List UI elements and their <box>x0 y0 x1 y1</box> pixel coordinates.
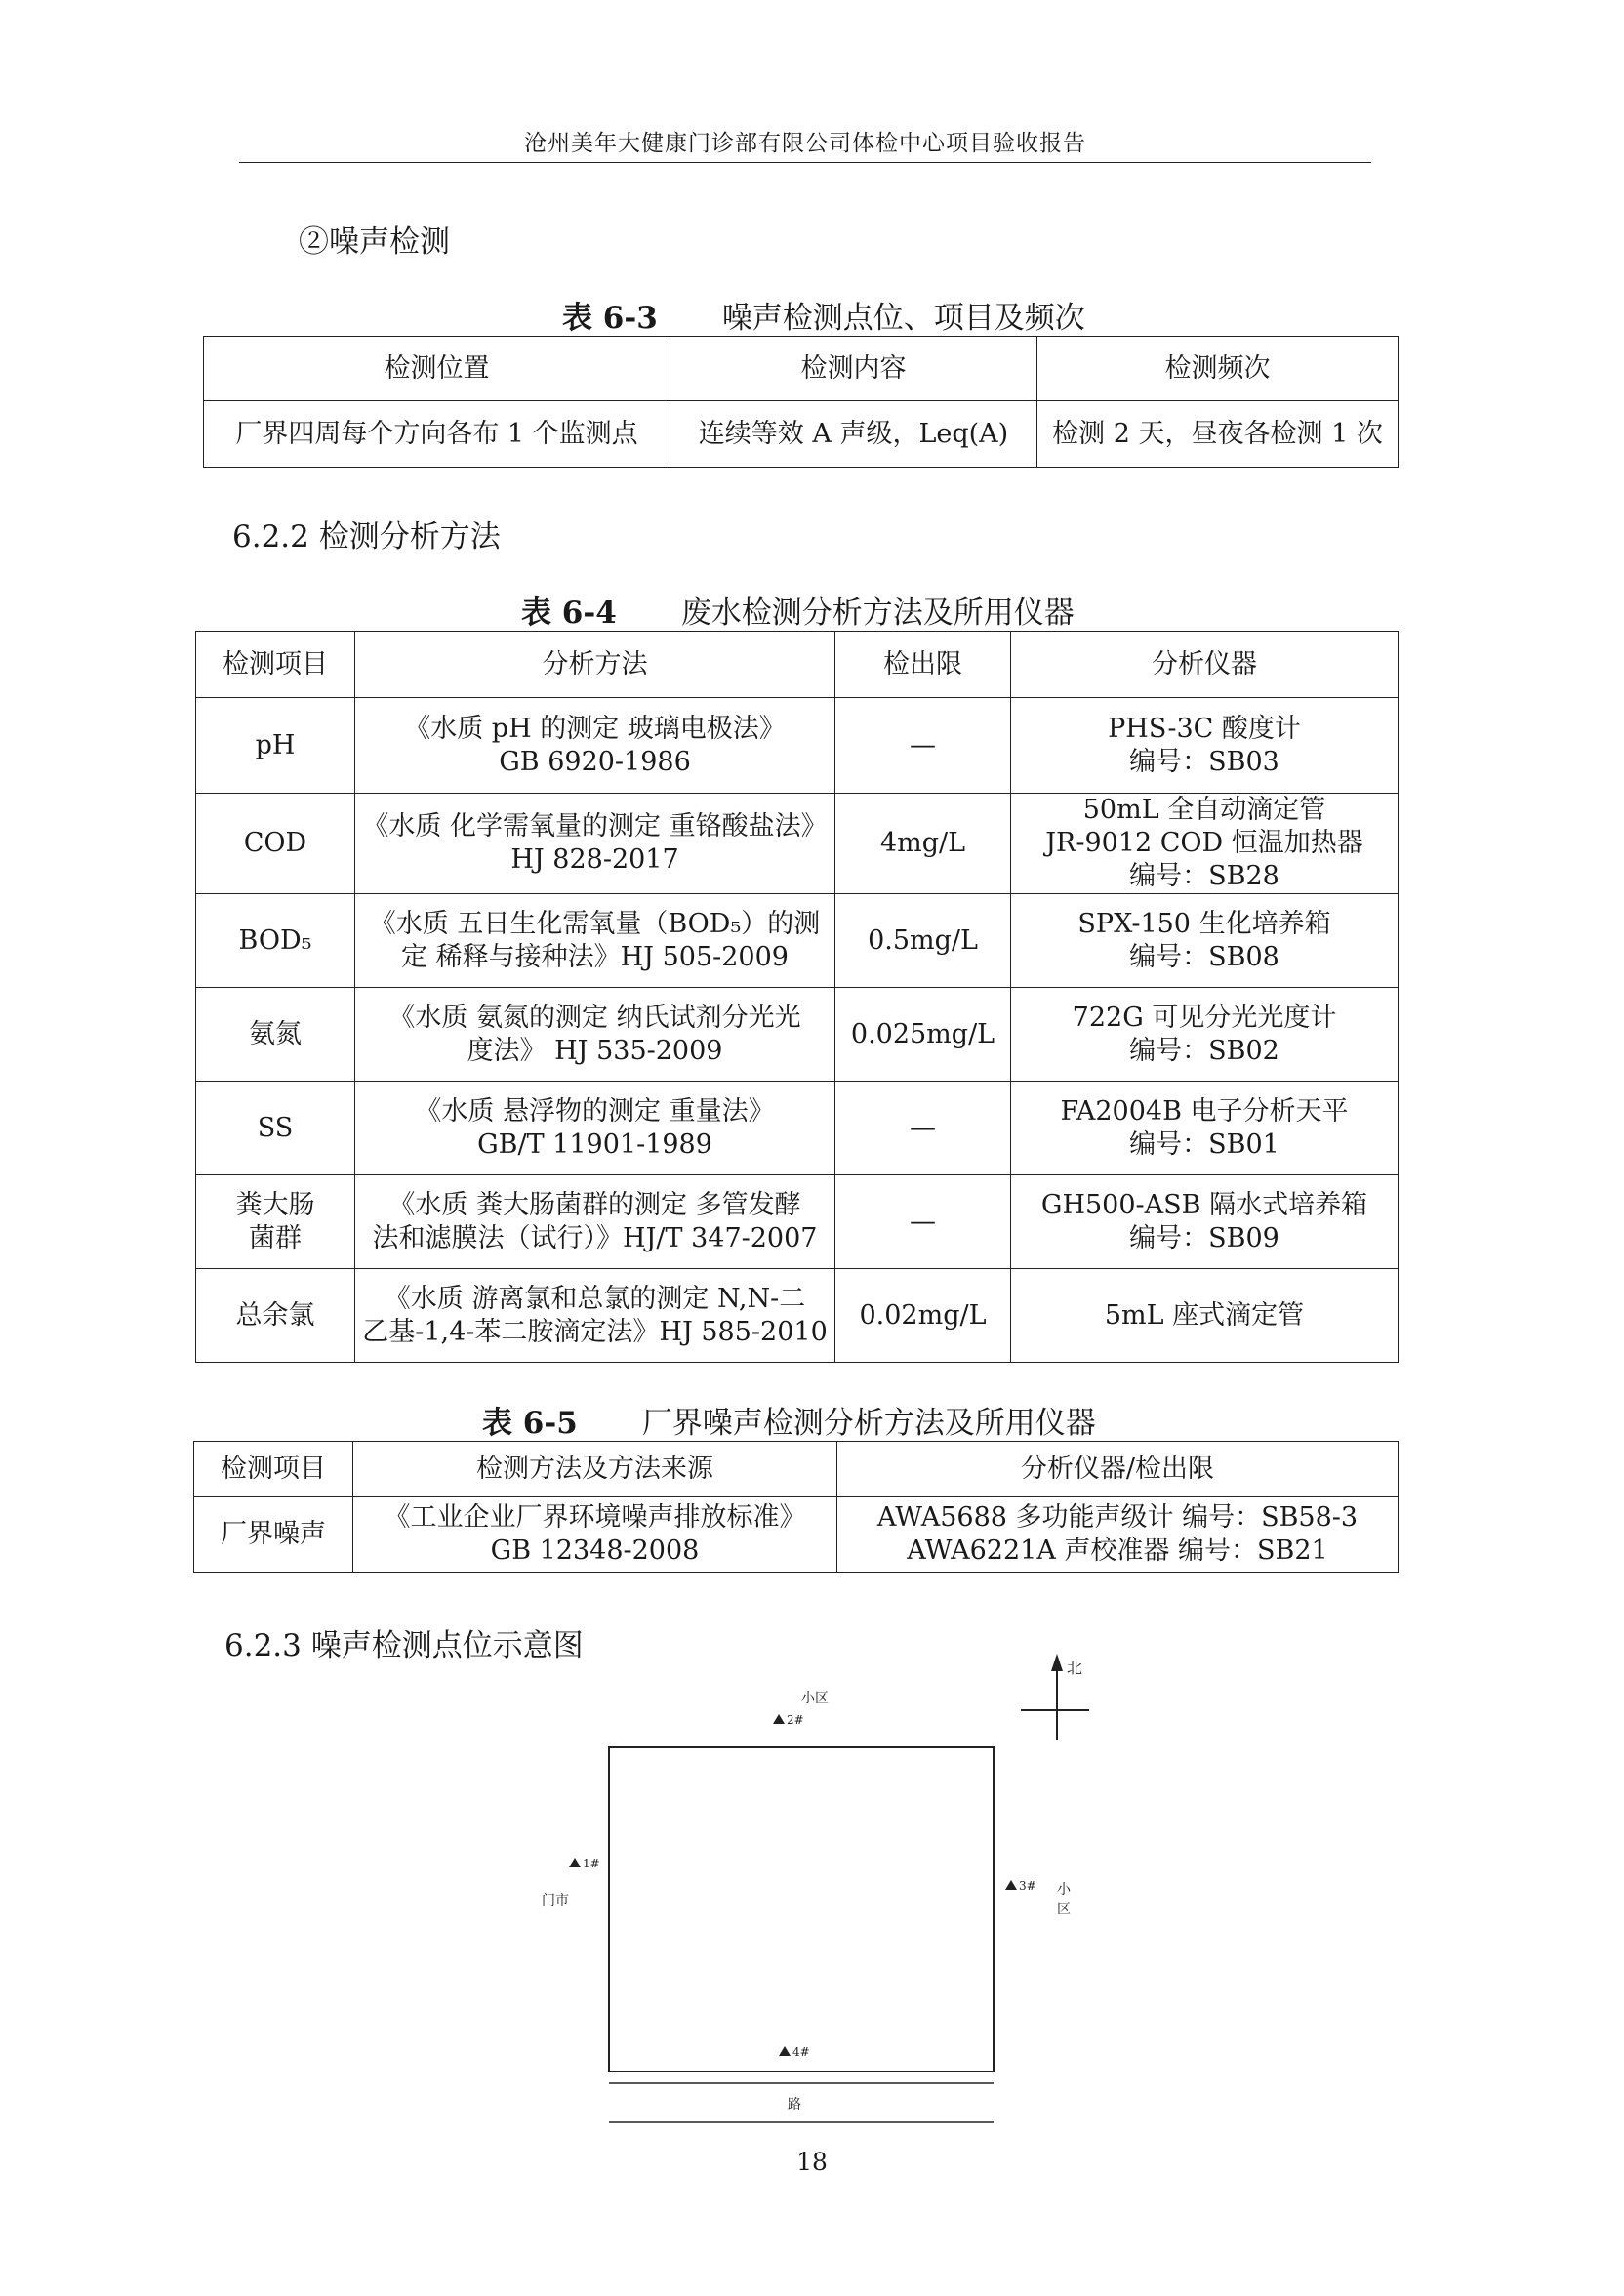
table-header-cell: 检测频次 <box>1037 337 1399 401</box>
item-line: 菌群 <box>249 1222 302 1253</box>
instrument-line: GH500-ASB 隔水式培养箱 <box>1040 1189 1368 1220</box>
table-cell: 0.025mg/L <box>835 988 1011 1082</box>
table-header-cell: 分析仪器 <box>1011 632 1399 698</box>
right-area-label-2: 区 <box>1057 1902 1071 1917</box>
north-label: 北 <box>1067 1659 1083 1677</box>
table-header-cell: 分析方法 <box>355 632 835 698</box>
table-cell: 0.5mg/L <box>835 894 1011 988</box>
table-6-4-number: 表 6-4 <box>521 595 617 631</box>
method-line: HJ 828-2017 <box>510 844 679 875</box>
table-header-cell: 分析仪器/检出限 <box>837 1442 1399 1496</box>
table-cell: 连续等效 A 声级，Leq(A) <box>670 401 1037 468</box>
instrument-line: 722G 可见分光光度计 <box>1072 1002 1337 1033</box>
item-line: COD <box>243 828 307 858</box>
table-6-3-title: 噪声检测点位、项目及频次 <box>721 301 1085 336</box>
noise-section-title: ②噪声检测 <box>299 225 450 260</box>
method-line: 《水质 粪大肠菌群的测定 多管发酵 <box>388 1189 801 1220</box>
instrument-line: 编号：SB01 <box>1129 1128 1279 1160</box>
monitoring-point-2 <box>773 1713 804 1727</box>
point-label: 4# <box>792 2045 810 2059</box>
table-cell: 厂界噪声 <box>194 1496 353 1573</box>
section-622-title: 6.2.2 检测分析方法 <box>232 519 501 554</box>
table-header-cell: 检测位置 <box>204 337 670 401</box>
page-number: 18 <box>796 2148 828 2176</box>
instrument-line: 编号：SB02 <box>1129 1035 1279 1066</box>
instrument-line: 编号：SB09 <box>1129 1222 1279 1253</box>
method-line: 《水质 氨氮的测定 纳氏试剂分光光 <box>388 1002 801 1033</box>
instrument-line: SPX-150 生化培养箱 <box>1077 908 1331 939</box>
instrument-line: 编号：SB08 <box>1129 941 1279 972</box>
method-line: 定 稀释与接种法》HJ 505-2009 <box>401 941 789 972</box>
table-cell: 检测 2 天，昼夜各检测 1 次 <box>1037 401 1399 468</box>
method-line: 《水质 悬浮物的测定 重量法》 <box>415 1095 775 1127</box>
instrument-line: 编号：SB28 <box>1129 861 1279 891</box>
road-label: 路 <box>788 2097 801 2112</box>
monitoring-point-4 <box>779 2045 810 2059</box>
item-line: SS <box>257 1112 294 1143</box>
instrument-line: 5mL 座式滴定管 <box>1104 1299 1305 1331</box>
table-6-5-number: 表 6-5 <box>482 1406 578 1441</box>
method-line: 《工业企业厂界环境噪声排放标准》 <box>384 1501 806 1533</box>
instrument-line: AWA6221A 声校准器 编号：SB21 <box>907 1535 1328 1566</box>
right-area-label-1: 小 <box>1057 1882 1071 1898</box>
method-line: 《水质 化学需氧量的测定 重铬酸盐法》 <box>362 811 828 841</box>
method-line: 度法》 HJ 535-2009 <box>467 1035 723 1066</box>
table-cell: 厂界四周每个方向各布 1 个监测点 <box>204 401 670 468</box>
table-cell: — <box>835 1082 1011 1175</box>
item-line: BOD₅ <box>238 924 312 956</box>
point-label: 1# <box>583 1857 600 1870</box>
triangle-marker-icon <box>773 1714 785 1724</box>
item-line: pH <box>255 729 296 760</box>
report-header: 沧州美年大健康门诊部有限公司体检中心项目验收报告 <box>524 131 1086 156</box>
point-label: 3# <box>1019 1879 1036 1893</box>
table-header-cell: 检测项目 <box>194 1442 353 1496</box>
instrument-line: PHS-3C 酸度计 <box>1108 713 1301 744</box>
table-cell: — <box>835 698 1011 794</box>
method-line: 法和滤膜法（试行）》HJ/T 347-2007 <box>372 1222 818 1253</box>
triangle-marker-icon <box>1005 1880 1017 1890</box>
section-623-title: 6.2.3 噪声检测点位示意图 <box>224 1628 584 1663</box>
north-arrow <box>1021 1654 1089 1740</box>
item-line: 总余氯 <box>235 1299 315 1331</box>
method-line: GB 6920-1986 <box>499 746 691 777</box>
instrument-line: 编号：SB03 <box>1129 746 1279 777</box>
item-line: 氨氮 <box>249 1018 302 1049</box>
item-line: 粪大肠 <box>235 1189 315 1220</box>
table-cell: 4mg/L <box>835 794 1011 894</box>
method-line: GB 12348-2008 <box>490 1535 700 1566</box>
instrument-line: AWA5688 多功能声级计 编号：SB58-3 <box>876 1501 1359 1533</box>
instrument-line: JR-9012 COD 恒温加热器 <box>1045 828 1363 858</box>
triangle-marker-icon <box>569 1858 581 1867</box>
monitoring-point-1 <box>569 1857 600 1870</box>
method-line: 《水质 pH 的测定 玻璃电极法》 <box>404 713 786 744</box>
table-6-3-number: 表 6-3 <box>562 301 658 336</box>
table-header-cell: 检出限 <box>835 632 1011 698</box>
table-6-5-title: 厂界噪声检测分析方法及所用仪器 <box>641 1406 1096 1441</box>
table-header-cell: 检测方法及方法来源 <box>353 1442 837 1496</box>
table-header-cell: 检测内容 <box>670 337 1037 401</box>
top-area-label: 小区 <box>801 1691 829 1706</box>
method-line: GB/T 11901-1989 <box>477 1128 712 1160</box>
instrument-line: 50mL 全自动滴定管 <box>1082 795 1326 825</box>
method-line: 《水质 游离氯和总氯的测定 N,N-二 <box>384 1283 806 1314</box>
table-cell: 0.02mg/L <box>835 1269 1011 1363</box>
site-boundary <box>609 1747 994 2071</box>
method-line: 《水质 五日生化需氧量（BOD₅）的测 <box>369 908 821 939</box>
monitoring-point-3 <box>1005 1879 1036 1893</box>
table-cell: — <box>835 1175 1011 1269</box>
triangle-marker-icon <box>779 2046 791 2056</box>
point-label: 2# <box>787 1713 804 1727</box>
instrument-line: FA2004B 电子分析天平 <box>1060 1095 1349 1127</box>
table-header-cell: 检测项目 <box>196 632 355 698</box>
table-6-4-title: 废水检测分析方法及所用仪器 <box>680 595 1075 631</box>
north-arrow-icon <box>1051 1654 1063 1671</box>
method-line: 乙基-1,4-苯二胺滴定法》HJ 585-2010 <box>362 1316 828 1347</box>
left-area-label: 门市 <box>542 1893 569 1908</box>
